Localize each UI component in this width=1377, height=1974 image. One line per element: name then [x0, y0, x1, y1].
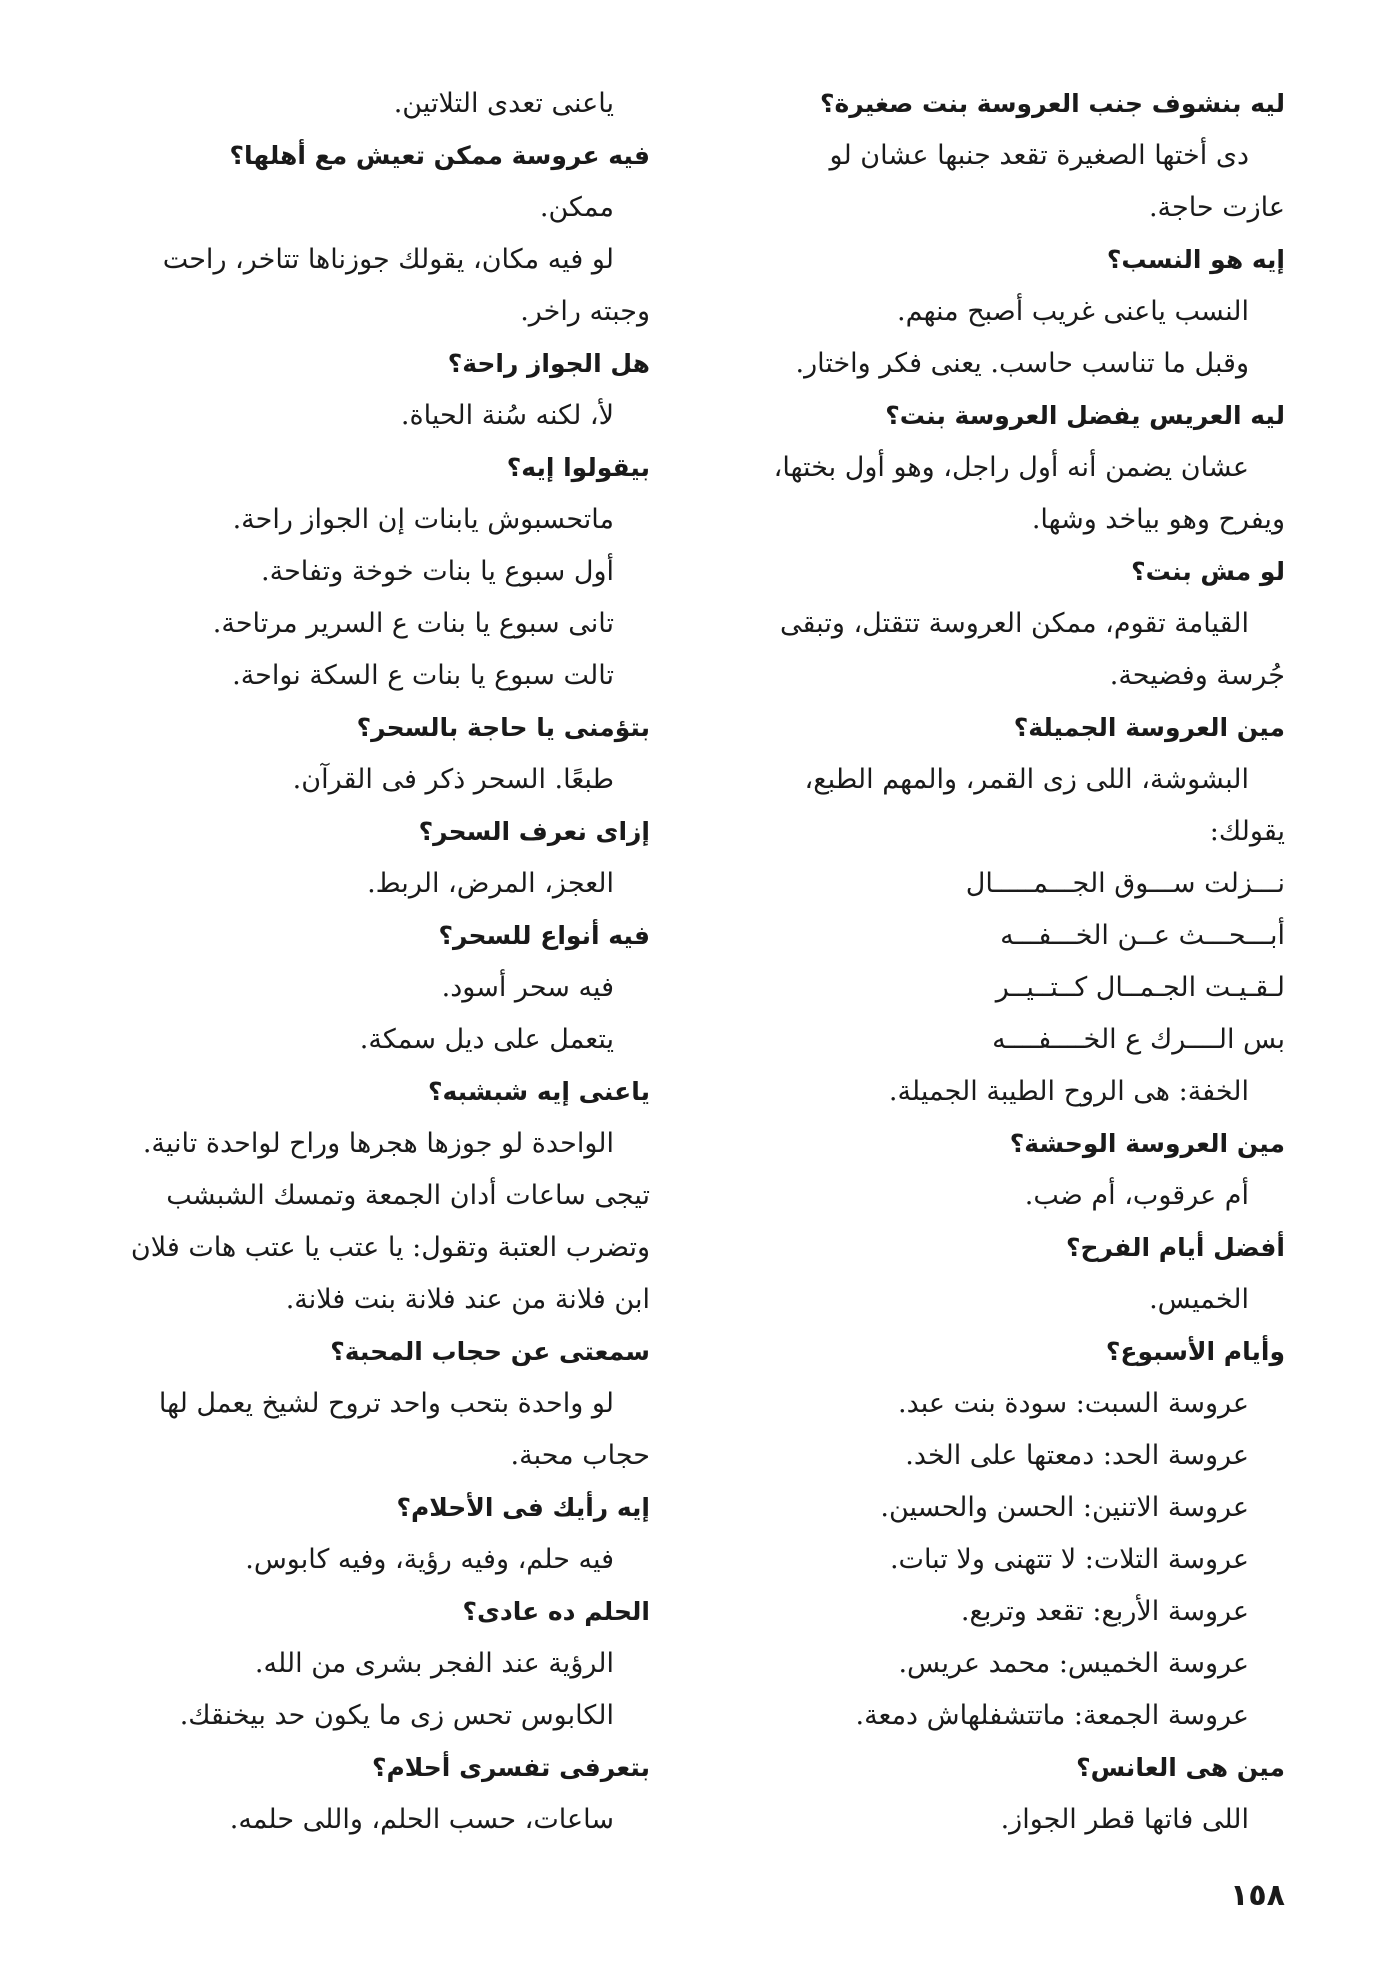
- question-heading: إيه رأيك فى الأحلام؟: [396, 1493, 650, 1522]
- question-heading: لو مش بنت؟: [1131, 557, 1285, 586]
- answer-continuation: ويفرح وهو بياخد وشها.: [1031, 504, 1285, 535]
- answer-continuation: جُرسة وفضيحة.: [1109, 660, 1285, 691]
- poem-verse: لـقـيـت الجـمــال كــتــيــر: [995, 972, 1285, 1003]
- answer-continuation: وجبته راخر.: [520, 296, 650, 327]
- answer-line: النسب ياعنى غريب أصبح منهم.: [897, 296, 1249, 327]
- question-heading: الحلم ده عادى؟: [462, 1597, 650, 1626]
- answer-line: لو فيه مكان، يقولك جوزناها تتاخر، راحت: [162, 244, 614, 275]
- answer-line: العجز، المرض، الربط.: [367, 868, 614, 899]
- answer-line: عروسة الحد: دمعتها على الخد.: [905, 1440, 1249, 1471]
- answer-line: فيه سحر أسود.: [441, 972, 614, 1003]
- question-heading: إيه هو النسب؟: [1106, 245, 1285, 274]
- page-number: ١٥٨: [1230, 1878, 1285, 1913]
- question-heading: مين هى العانس؟: [1076, 1753, 1285, 1782]
- answer-continuation: يقولك:: [1209, 816, 1285, 847]
- answer-line: القيامة تقوم، ممكن العروسة تتقتل، وتبقى: [780, 608, 1249, 639]
- answer-line: ياعنى تعدى التلاتين.: [393, 88, 614, 119]
- answer-line: الخميس.: [1149, 1284, 1249, 1315]
- answer-line: وقبل ما تناسب حاسب. يعنى فكر واختار.: [795, 348, 1249, 379]
- answer-line: لو واحدة بتحب واحد تروح لشيخ يعمل لها: [158, 1388, 614, 1419]
- answer-line: الواحدة لو جوزها هجرها وراح لواحدة تانية.: [142, 1128, 614, 1159]
- question-heading: سمعتى عن حجاب المحبة؟: [330, 1337, 650, 1366]
- question-heading: بتؤمنى يا حاجة بالسحر؟: [356, 713, 650, 742]
- answer-continuation: تيجى ساعات أدان الجمعة وتمسك الشبشب: [166, 1180, 650, 1211]
- answer-line: فيه حلم، وفيه رؤية، وفيه كابوس.: [245, 1544, 614, 1575]
- answer-continuation: وتضرب العتبة وتقول: يا عتب يا عتب هات فلان: [130, 1232, 650, 1263]
- answer-line: يتعمل على ديل سمكة.: [359, 1024, 614, 1055]
- answer-line: دى أختها الصغيرة تقعد جنبها عشان لو: [829, 140, 1249, 171]
- question-heading: بتعرفى تفسرى أحلام؟: [371, 1753, 650, 1782]
- answer-continuation: عازت حاجة.: [1148, 192, 1285, 223]
- answer-line: الخفة: هى الروح الطيبة الجميلة.: [888, 1076, 1249, 1107]
- question-heading: ليه بنشوف جنب العروسة بنت صغيرة؟: [820, 89, 1285, 118]
- answer-line: عروسة الجمعة: ماتتشفلهاش دمعة.: [855, 1700, 1249, 1731]
- answer-line: عروسة السبت: سودة بنت عبد.: [898, 1388, 1249, 1419]
- answer-continuation: حجاب محبة.: [510, 1440, 650, 1471]
- answer-line: تالت سبوع يا بنات ع السكة نواحة.: [232, 660, 614, 691]
- question-heading: فيه أنواع للسحر؟: [438, 921, 650, 950]
- answer-line: الكابوس تحس زى ما يكون حد بيخنقك.: [179, 1700, 614, 1731]
- question-heading: هل الجواز راحة؟: [447, 349, 650, 378]
- poem-verse: أبـــحـــث عــن الخـــفـــه: [1000, 920, 1285, 951]
- question-heading: أفضل أيام الفرح؟: [1066, 1233, 1285, 1262]
- answer-line: عروسة الخميس: محمد عريس.: [898, 1648, 1249, 1679]
- answer-line: عروسة الاتنين: الحسن والحسين.: [880, 1492, 1249, 1523]
- question-heading: فيه عروسة ممكن تعيش مع أهلها؟: [229, 141, 650, 170]
- answer-line: عشان يضمن أنه أول راجل، وهو أول بختها،: [773, 452, 1249, 483]
- question-heading: إزاى نعرف السحر؟: [418, 817, 650, 846]
- question-heading: مين العروسة الوحشة؟: [1009, 1129, 1285, 1158]
- answer-line: اللى فاتها قطر الجواز.: [1000, 1804, 1249, 1835]
- answer-line: أول سبوع يا بنات خوخة وتفاحة.: [261, 556, 614, 587]
- question-heading: بيقولوا إيه؟: [506, 453, 650, 482]
- answer-line: لأ، لكنه سُنة الحياة.: [400, 400, 614, 431]
- answer-line: ماتحسبوش يابنات إن الجواز راحة.: [232, 504, 614, 535]
- left-column: [90, 78, 650, 1846]
- answer-line: البشوشة، اللى زى القمر، والمهم الطبع،: [804, 764, 1249, 795]
- answer-line: الرؤية عند الفجر بشرى من الله.: [254, 1648, 614, 1679]
- question-heading: مين العروسة الجميلة؟: [1013, 713, 1285, 742]
- answer-line: أم عرقوب، أم ضب.: [1024, 1180, 1249, 1211]
- answer-line: ساعات، حسب الحلم، واللى حلمه.: [229, 1804, 614, 1835]
- poem-verse: بس الــــرك ع الخــــفــــه: [992, 1024, 1285, 1055]
- right-column: [725, 78, 1285, 1846]
- answer-line: عروسة التلات: لا تتهنى ولا تبات.: [889, 1544, 1249, 1575]
- answer-line: ممكن.: [539, 192, 614, 223]
- question-heading: ليه العريس يفضل العروسة بنت؟: [885, 401, 1285, 430]
- answer-line: تانى سبوع يا بنات ع السرير مرتاحة.: [212, 608, 614, 639]
- question-heading: ياعنى إيه شبشبه؟: [428, 1077, 650, 1106]
- answer-line: طبعًا. السحر ذكر فى القرآن.: [292, 764, 614, 795]
- question-heading: وأيام الأسبوع؟: [1105, 1337, 1285, 1366]
- poem-verse: نـــزلت ســـوق الجـــمـــــال: [965, 868, 1285, 899]
- answer-continuation: ابن فلانة من عند فلانة بنت فلانة.: [285, 1284, 650, 1315]
- answer-line: عروسة الأربع: تقعد وتربع.: [960, 1596, 1249, 1627]
